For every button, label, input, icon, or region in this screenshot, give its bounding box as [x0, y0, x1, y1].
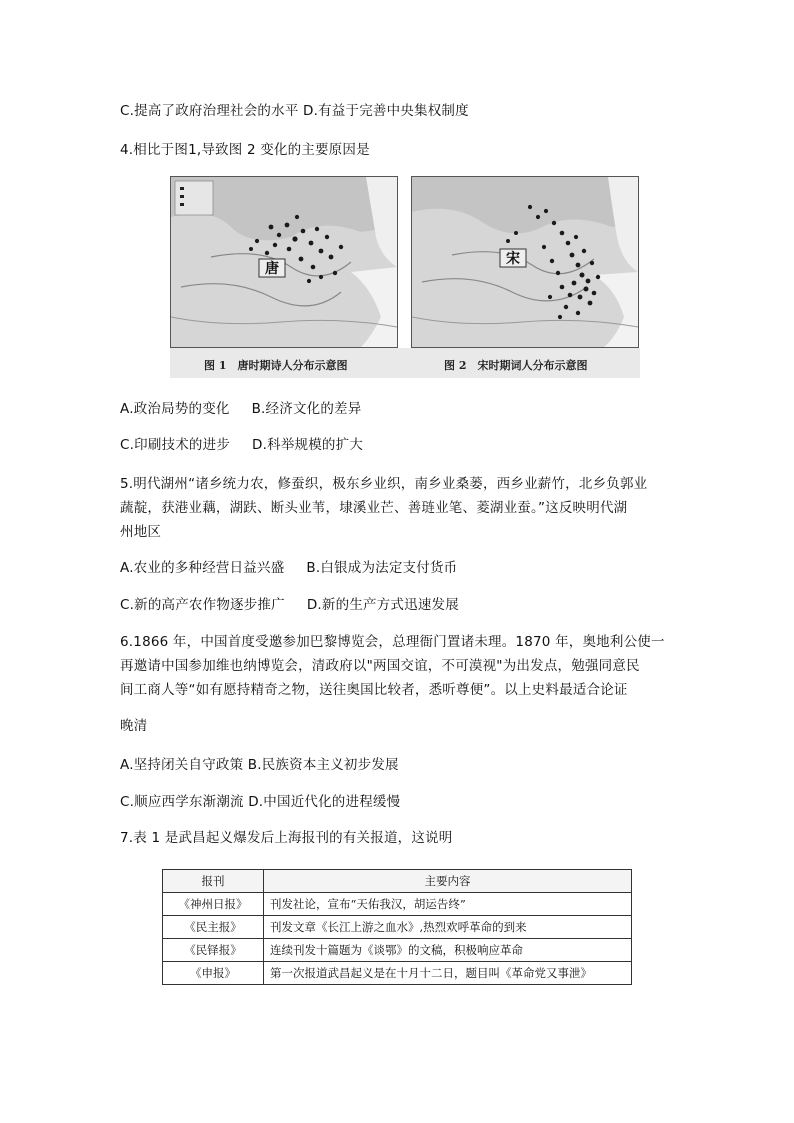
table-row	[163, 939, 632, 962]
newspaper-table	[162, 869, 632, 985]
newspaper-name: 《申报》	[163, 962, 264, 985]
newspaper-content: 连续刊发十篇题为《谈鄂》的文稿，积极响应革命	[264, 939, 632, 962]
q4-option-c: C.印刷技术的进步	[120, 437, 231, 453]
caption-figure-1: 图 1 唐时期诗人分布示意图	[204, 359, 348, 372]
map-figure-1	[170, 176, 398, 348]
q7-stem: 7.表 1 是武昌起义爆发后上海报刊的有关报道，这说明	[120, 830, 453, 846]
q4-stem: 4.相比于图1,导致图 2 变化的主要原因是	[120, 142, 370, 158]
q5-stem-line-1: 5.明代湖州“诸乡统力农，修蚕织，极东乡业织，南乡业桑蒌，西乡业薪竹，北乡负郭业	[120, 476, 648, 492]
newspaper-content: 刊发文章《长江上游之血水》,热烈欢呼革命的到来	[264, 916, 632, 939]
newspaper-content: 刊发社论，宣布“天佑我汉，胡运告终”	[264, 893, 632, 916]
q6-stem-line-3: 间工商人等“如有愿持精奇之物，送往奥国比较者，悉听尊便”。以上史料最适合论证	[120, 682, 628, 698]
q5-stem-line-3: 州地区	[120, 524, 162, 540]
newspaper-content: 第一次报道武昌起义是在十月十二日，题目叫《革命党又事泄》	[264, 962, 632, 985]
q5-options-ab	[120, 556, 457, 576]
caption-figure-2: 图 2 宋时期词人分布示意图	[444, 359, 588, 372]
q5-option-c: C.新的高产农作物逐步推广	[120, 597, 285, 613]
q4-option-b: B.经济文化的差异	[251, 401, 362, 417]
q6-options-cd: C.顺应西学东渐潮流 D.中国近代化的进程缓慢	[120, 794, 401, 810]
newspaper-name: 《神州日报》	[163, 893, 264, 916]
q5-option-a: A.农业的多种经营日益兴盛	[120, 560, 285, 576]
q4-options-ab	[120, 397, 361, 417]
q5-options-cd	[120, 593, 459, 613]
newspaper-name: 《民主报》	[163, 916, 264, 939]
q6-stem-line-1: 6.1866 年，中国首度受邀参加巴黎博览会，总理衙门置诸未理。1870 年，奥地利公使一	[120, 634, 665, 650]
q4-option-a: A.政治局势的变化	[120, 401, 230, 417]
table-row	[163, 962, 632, 985]
map-figure-2	[411, 176, 639, 348]
q4-option-d: D.科举规模的扩大	[252, 437, 364, 453]
q4-options-cd	[120, 433, 363, 453]
header-newspaper: 报刊	[163, 870, 264, 893]
q5-option-b: B.白银成为法定支付货币	[306, 560, 458, 576]
q6-options-ab: A.坚持闭关自守政策 B.民族资本主义初步发展	[120, 757, 399, 773]
q5-option-d: D.新的生产方式迅速发展	[306, 597, 459, 613]
map2-label: 宋	[506, 251, 520, 267]
header-content: 主要内容	[264, 870, 632, 893]
table-row	[163, 893, 632, 916]
q5-stem-line-2: 蔬靛，获港业藕，湖趺、断头业苇，埭溪业芒、善琏业笔、菱湖业蚕。”这反映明代湖	[120, 500, 628, 516]
table-header-row	[163, 870, 632, 893]
q3-options: C.提高了政府治理社会的水平 D.有益于完善中央集权制度	[120, 103, 469, 119]
map1-label: 唐	[265, 261, 279, 277]
q6-stem-line-2: 再邀请中国参加维也纳博览会，清政府以"两国交谊，不可漠视"为出发点，勉强同意民	[120, 658, 640, 674]
q6-stem-line-4: 晚清	[120, 718, 148, 734]
newspaper-name: 《民铎报》	[163, 939, 264, 962]
table-row	[163, 916, 632, 939]
